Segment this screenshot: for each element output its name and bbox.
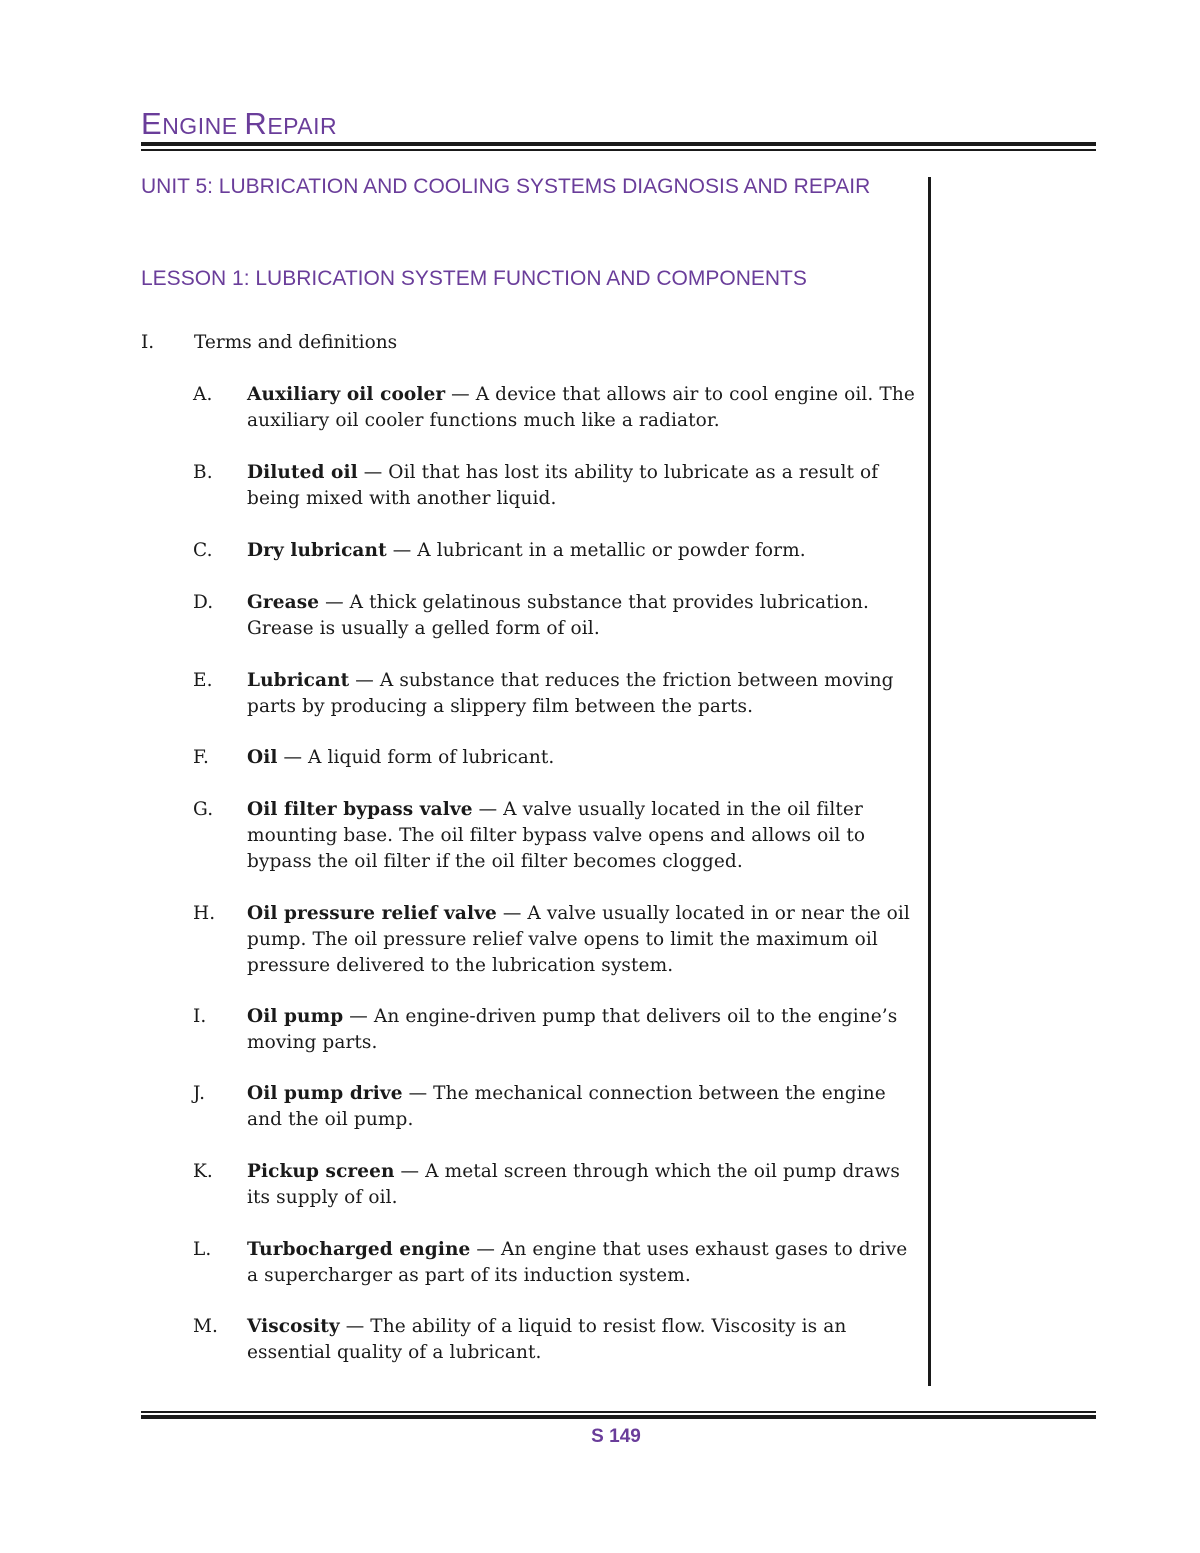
term-item [193, 538, 918, 564]
term-letter: A. [193, 384, 213, 405]
term-definition: — Oil that has lost its ability to lubricate as a result of being mixed with another liquid. [247, 462, 879, 509]
header-initial-r: R [244, 106, 268, 141]
term-definition: — An engine that uses exhaust gases to drive a supercharger as part of its induction system. [247, 1239, 908, 1286]
term-name: Oil pump [247, 1006, 344, 1027]
footer-rule-thick [141, 1415, 1096, 1419]
term-item [193, 590, 918, 642]
term-definition: — An engine-driven pump that delivers oil to the engine’s moving parts. [247, 1006, 898, 1053]
term-letter: J. [193, 1083, 206, 1104]
term-item [193, 1081, 918, 1133]
page-number: S 149 [591, 1426, 641, 1447]
term-letter: E. [193, 670, 213, 691]
term-definition: — A metal screen through which the oil pump draws its supply of oil. [247, 1161, 901, 1208]
term-item [193, 460, 918, 512]
margin-vertical-rule [928, 177, 931, 1386]
header-rule-thin [141, 149, 1096, 151]
term-item [193, 668, 918, 720]
term-name: Diluted oil [247, 462, 358, 483]
section-title: Terms and definitions [194, 332, 398, 353]
header-word-repair: EPAIR [267, 113, 338, 139]
term-item [193, 797, 918, 875]
term-definition: — A thick gelatinous substance that provides lubrication. Grease is usually a gelled form of oil. [247, 592, 870, 639]
term-item [193, 1159, 918, 1211]
term-definition: — The ability of a liquid to resist flow. Viscosity is an essential quality of a lubricant. [247, 1316, 847, 1363]
term-definition: — A lubricant in a metallic or powder form. [386, 540, 806, 561]
term-definition: — A liquid form of lubricant. [277, 747, 555, 768]
term-letter: F. [193, 747, 210, 768]
term-letter: L. [193, 1239, 212, 1260]
document-header-title [141, 106, 337, 142]
term-letter: H. [193, 903, 216, 924]
header-rule-thick [141, 142, 1096, 146]
term-name: Grease [247, 592, 320, 613]
term-definition: — The mechanical connection between the engine and the oil pump. [247, 1083, 886, 1130]
term-name: Oil pump drive [247, 1083, 403, 1104]
term-name: Lubricant [247, 670, 350, 691]
term-letter: I. [193, 1006, 207, 1027]
term-letter: C. [193, 540, 213, 561]
term-name: Dry lubricant [247, 540, 387, 561]
term-name: Oil filter bypass valve [247, 799, 473, 820]
term-letter: K. [193, 1161, 213, 1182]
term-item [193, 901, 918, 979]
unit-title: UNIT 5: LUBRICATION AND COOLING SYSTEMS DIAGNOSIS AND REPAIR [141, 175, 871, 198]
header-initial-e: E [141, 106, 163, 141]
term-item [193, 1237, 918, 1289]
section-heading [141, 330, 397, 356]
term-name: Oil [247, 747, 278, 768]
term-letter: B. [193, 462, 213, 483]
term-name: Turbocharged engine [247, 1239, 471, 1260]
term-definition: — A device that allows air to cool engine oil. The auxiliary oil cooler functions much like a radiator. [247, 384, 915, 431]
lesson-title: LESSON 1: LUBRICATION SYSTEM FUNCTION AND COMPONENTS [141, 267, 807, 290]
term-name: Auxiliary oil cooler [247, 384, 446, 405]
term-item [193, 382, 918, 434]
term-item [193, 745, 918, 771]
section-number: I. [141, 332, 155, 353]
term-letter: D. [193, 592, 214, 613]
footer-rule-thin [141, 1411, 1096, 1413]
term-definition: — A substance that reduces the friction between moving parts by producing a slippery film between the parts. [247, 670, 894, 717]
term-item [193, 1004, 918, 1056]
term-item [193, 1314, 918, 1366]
term-name: Viscosity [247, 1316, 340, 1337]
term-letter: M. [193, 1316, 219, 1337]
term-definition: — A valve usually located in the oil filter mounting base. The oil filter bypass valve opens and allows oil to bypass the oil filter if the oil filter becomes clogged. [247, 799, 866, 872]
term-definition: — A valve usually located in or near the oil pump. The oil pressure relief valve opens to limit the maximum oil pressure delivered to the lubrication system. [247, 903, 910, 976]
term-letter: G. [193, 799, 214, 820]
term-name: Oil pressure relief valve [247, 903, 497, 924]
term-name: Pickup screen [247, 1161, 395, 1182]
header-word-engine: NGINE [162, 113, 238, 139]
